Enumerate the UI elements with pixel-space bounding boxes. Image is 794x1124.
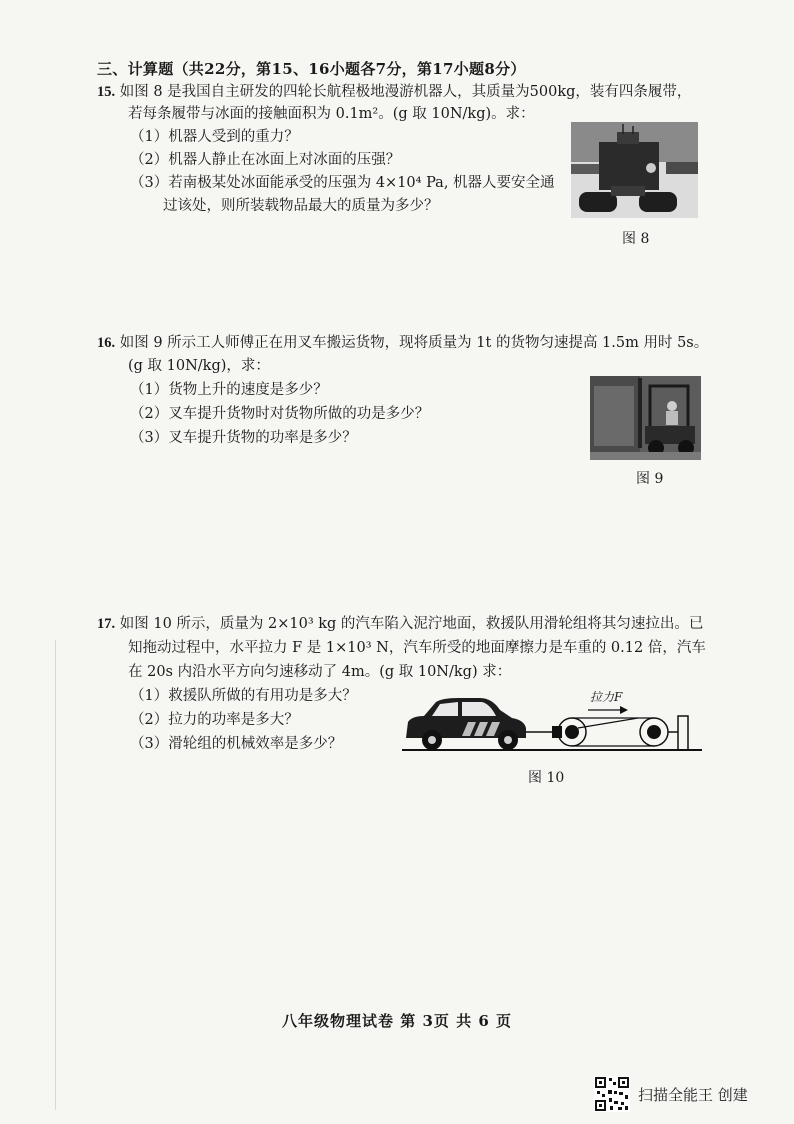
- q17-sub1: （1）救援队所做的有用功是多大？: [130, 688, 357, 704]
- q15-number: 15.: [97, 84, 116, 100]
- q17-line1: [97, 614, 703, 634]
- q15-sub1: （1）机器人受到的重力？: [130, 129, 299, 145]
- q16-sub3: （3）叉车提升货物的功率是多少？: [130, 430, 357, 446]
- q15-sub3: （3）若南极某处冰面能承受的压强为 4×10⁴ Pa, 机器人要安全通: [130, 175, 555, 191]
- q17-line2: 知拖动过程中，水平拉力 F 是 1×10³ N，汽车所受的地面摩擦力是车重的 0.12 倍，汽车: [128, 640, 706, 656]
- forklift-icon: [590, 376, 701, 460]
- q16-line2: (g 取 10N/kg)，求：: [128, 358, 270, 374]
- q16-line1: [97, 333, 708, 353]
- force-label: 拉力F: [590, 690, 623, 704]
- q15-line2: 若每条履带与冰面的接触面积为 0.1m²。(g 取 10N/kg)。求：: [128, 106, 535, 122]
- q15-sub2: （2）机器人静止在冰面上对冰面的压强？: [130, 152, 401, 168]
- section-title: 三、计算题（共22分，第15、16小题各7分，第17小题8分）: [97, 60, 526, 78]
- scanner-watermark: [594, 1076, 748, 1112]
- figure-8-caption: 图 8: [622, 231, 650, 247]
- figure-10-pulley-diagram: [402, 688, 702, 760]
- q16-number: 16.: [97, 335, 116, 351]
- figure-8-robot-photo: [571, 122, 698, 218]
- figure-9-caption: 图 9: [636, 471, 664, 487]
- q15-sub3-cont: 过该处，则所装载物品最大的质量为多少？: [163, 198, 439, 214]
- q15-line1: [97, 82, 691, 102]
- q17-sub2: （2）拉力的功率是多大？: [130, 712, 299, 728]
- page-fold-line: [55, 640, 56, 1110]
- q16-sub1: （1）货物上升的速度是多少？: [130, 382, 328, 398]
- polar-robot-icon: [571, 122, 698, 218]
- car-pulley-diagram: [402, 688, 702, 760]
- q15-text-1: 如图 8 是我国自主研发的四轮长航程极地漫游机器人，其质量为500kg，装有四条履带，: [119, 84, 692, 100]
- qr-code-icon: [594, 1076, 630, 1112]
- q17-sub3: （3）滑轮组的机械效率是多少？: [130, 736, 343, 752]
- q17-line3: 在 20s 内沿水平方向匀速移动了 4m。(g 取 10N/kg) 求：: [128, 664, 512, 680]
- page-footer: 八年级物理试卷 第 3页 共 6 页: [282, 1012, 512, 1030]
- figure-9-forklift-photo: [590, 376, 701, 460]
- figure-10-caption: 图 10: [528, 770, 565, 786]
- q17-text-1: 如图 10 所示，质量为 2×10³ kg 的汽车陷入泥泞地面，救援队用滑轮组将其匀速拉出。已: [119, 616, 704, 632]
- q17-number: 17.: [97, 616, 116, 632]
- q16-text-1: 如图 9 所示工人师傅正在用叉车搬运货物，现将质量为 1t 的货物匀速提高 1.5m 用时 5s。: [119, 335, 709, 351]
- q16-sub2: （2）叉车提升货物时对货物所做的功是多少？: [130, 406, 430, 422]
- watermark-text: 扫描全能王 创建: [638, 1085, 748, 1104]
